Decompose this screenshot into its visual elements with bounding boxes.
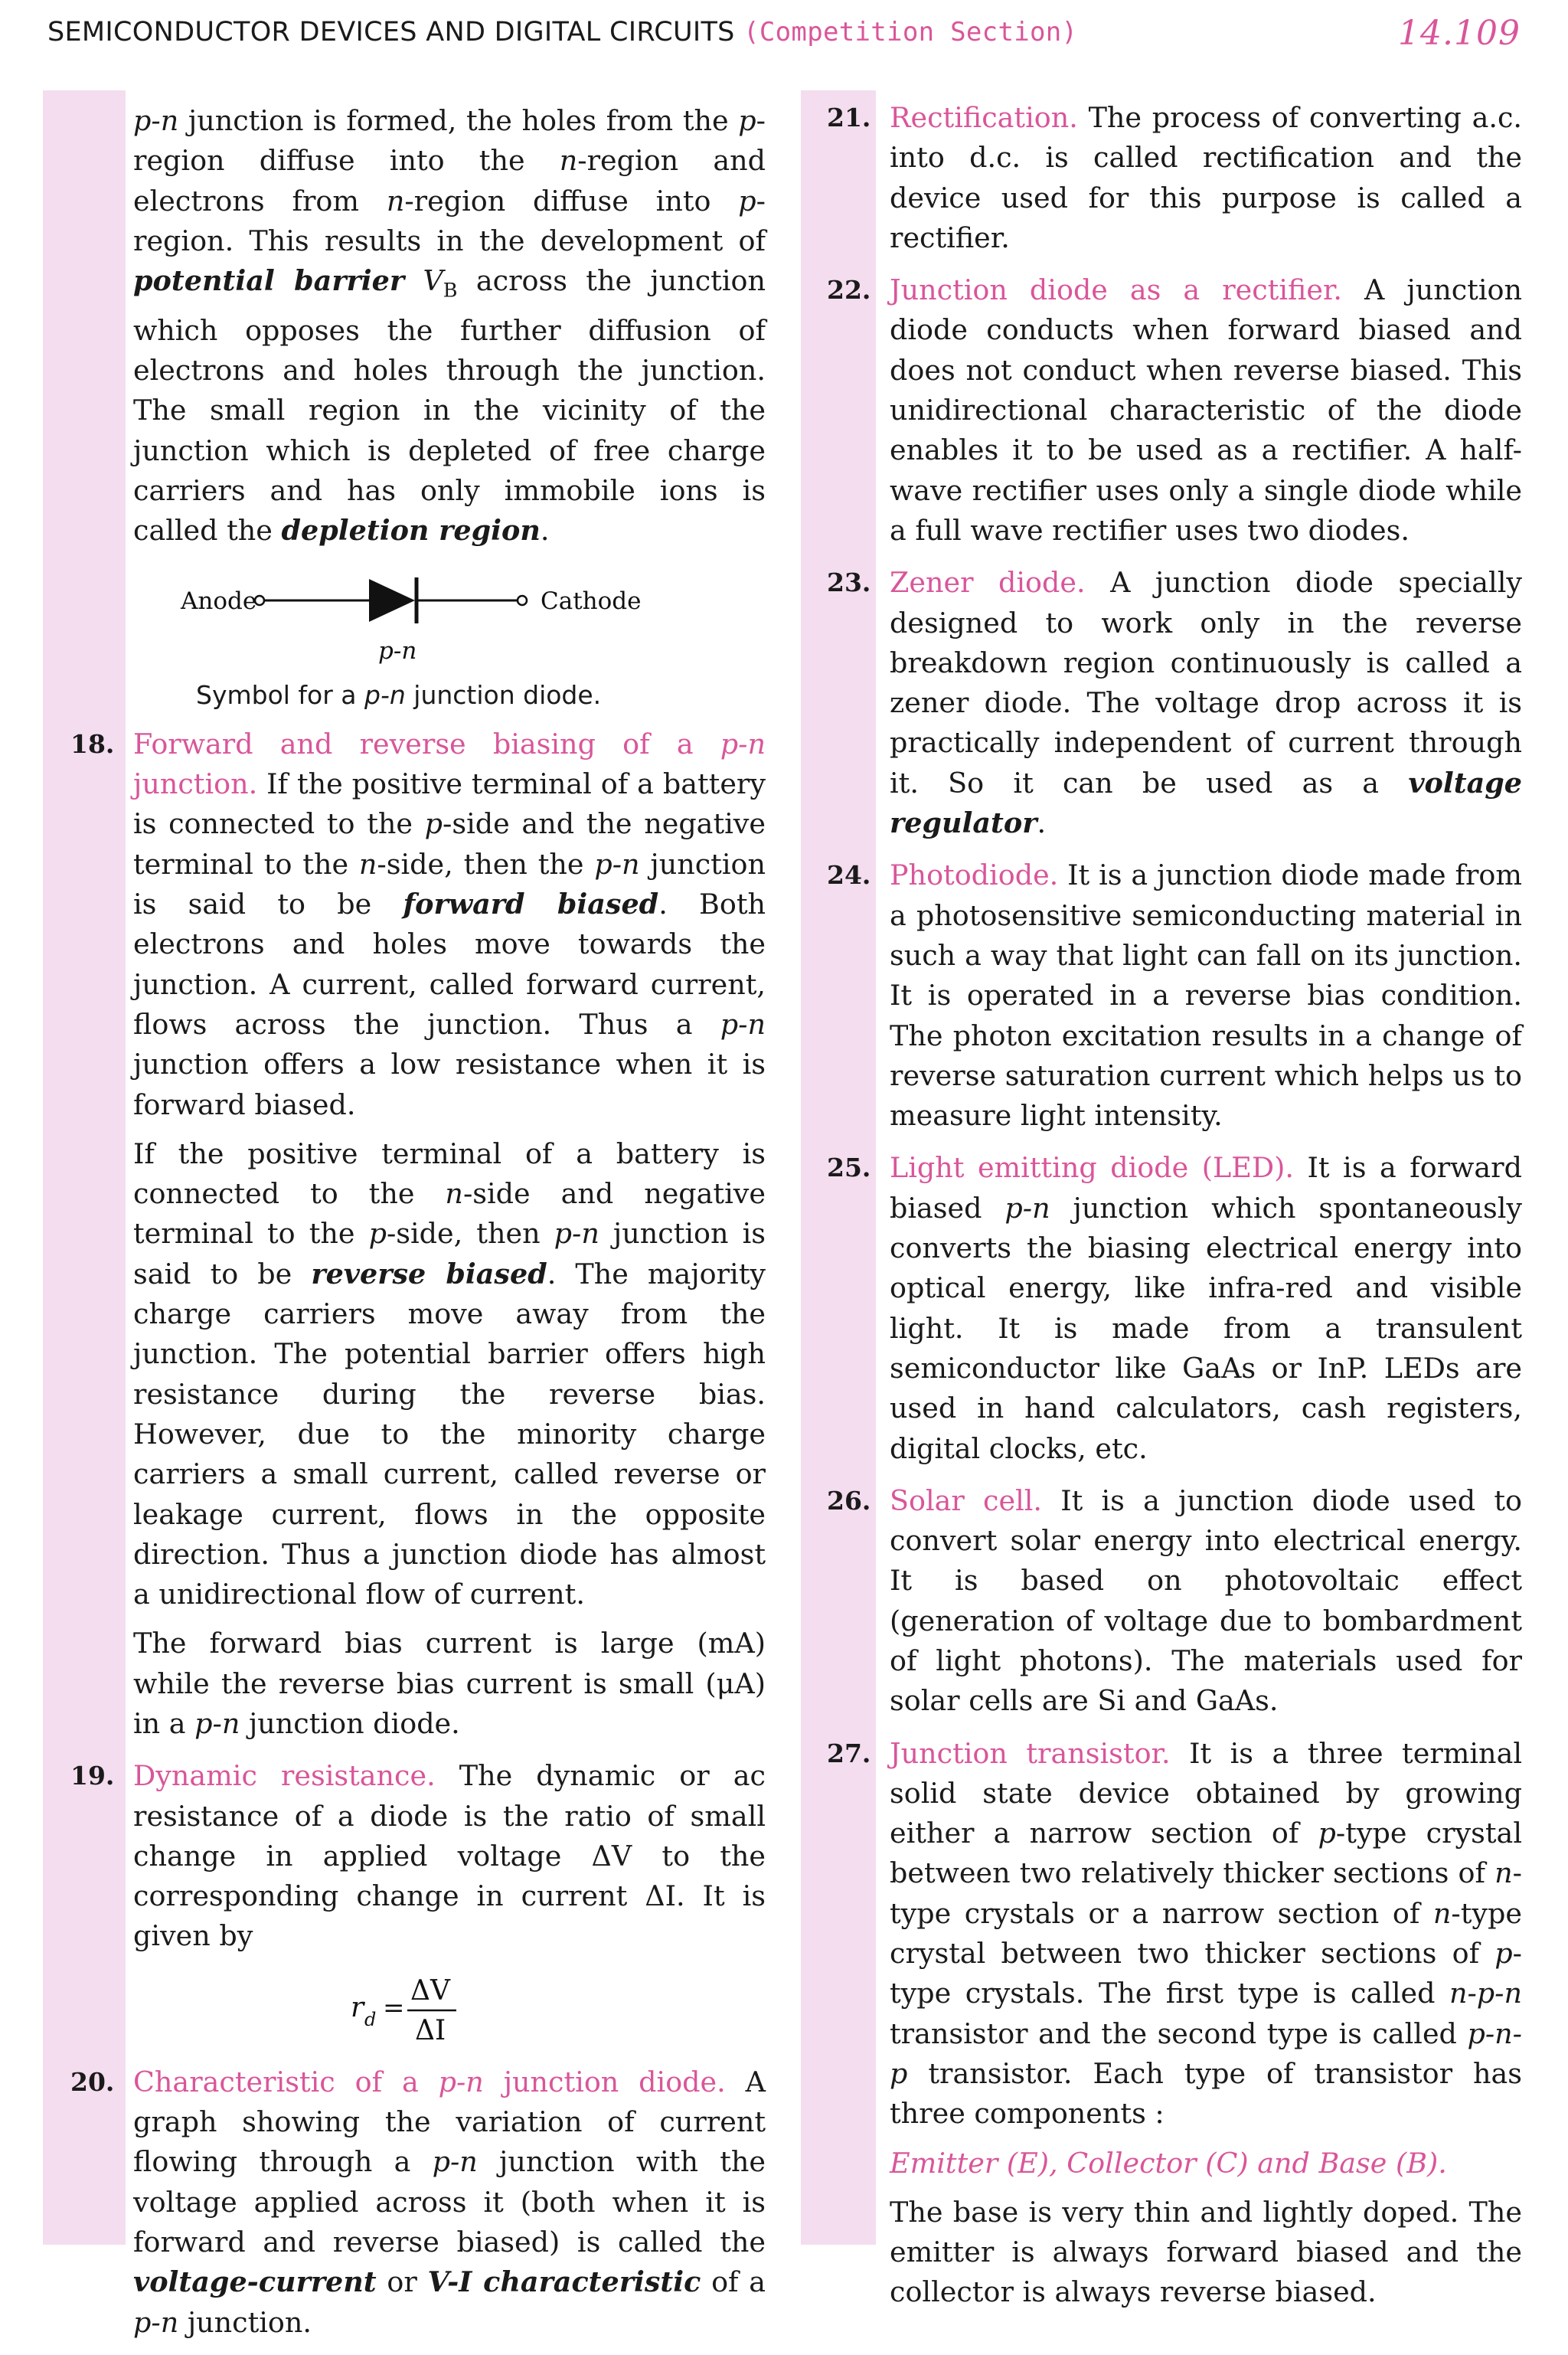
item-paragraph <box>890 270 1522 551</box>
text-run: p-n-p <box>890 2016 1522 2090</box>
list-item <box>827 563 1523 843</box>
item-paragraph <box>890 2144 1522 2183</box>
text-run: p-n <box>720 1007 766 1041</box>
text-run: n <box>559 144 578 178</box>
running-title-text: SEMICONDUCTOR DEVICES AND DIGITAL CIRCUITS <box>47 17 735 47</box>
list-item <box>827 1481 1522 1722</box>
text-run: -side, then <box>386 1217 554 1251</box>
text-run: junction which spontaneously converts the biasing electrical energy into optical energy, like infra-red and visible light. It is made from a transulent semiconductor like GaAs or InP. LEDs are used in hand calculators, cash registers, digital clocks, etc. <box>890 1191 1522 1465</box>
text-run: -region. This results in the development of <box>133 184 766 257</box>
text-run: . <box>540 514 550 548</box>
text-run: The process of converting a.c. into d.c. is called rectification and the device used for this purpose is called a rectifier. <box>890 101 1522 254</box>
text-run: p-n <box>594 847 640 881</box>
right-items <box>827 98 1523 2313</box>
text-run: Characteristic of a <box>133 2065 439 2098</box>
item-paragraph <box>890 563 1522 843</box>
text-run: . Both electrons and holes move towards the junction. A current, called forward current, flows across the junction. Thus a <box>133 888 766 1041</box>
item-paragraph <box>890 1481 1522 1722</box>
list-item <box>70 1756 766 2049</box>
left-margin-band <box>43 90 126 2245</box>
text-run: A junction diode conducts when forward biased and does not conduct when reverse biased. This unidirectional characteristic of the diode enables it to be used as a rectifier. A half-wave rectifier uses only a single diode while a full wave rectifier uses two diodes. <box>890 273 1522 547</box>
text-run: p-n <box>720 727 766 760</box>
item-number: 18. <box>70 728 115 759</box>
text-run: junction is said to be <box>133 847 766 921</box>
diode-symbol-figure <box>133 561 766 675</box>
text-run: transistor and the second type is called <box>890 2016 1468 2050</box>
item-paragraph <box>890 1734 1522 2134</box>
text-run: p-n <box>432 2145 478 2179</box>
running-title <box>47 17 1077 47</box>
text-run: It is a forward biased <box>890 1151 1522 1225</box>
page-number: 14.109 <box>1398 14 1521 53</box>
item-paragraph <box>133 1134 766 1615</box>
text-run: voltage regulator <box>890 766 1522 840</box>
text-run: Solar cell. <box>890 1483 1043 1517</box>
text-run: The dynamic or ac resistance of a diode is the ratio of small change in applied voltage ΔV to the corresponding change in current ΔI. It is given by <box>133 1759 766 1953</box>
text-run: Junction transistor. <box>890 1736 1171 1770</box>
text-run: n <box>1432 1896 1452 1930</box>
text-run: junction is formed, the holes from the <box>178 104 739 137</box>
text-run: junction. <box>178 2305 312 2339</box>
item-number: 23. <box>827 567 871 598</box>
text-run: A junction diode specially designed to work only in the reverse breakdown region continuously is called a zener diode. The voltage drop across it is practically independent of current through it. So it can be used as a <box>890 566 1523 800</box>
text-run: -type crystals. The first type is called <box>890 1937 1522 2010</box>
text-run: It is a three terminal solid state device obtained by growing either a narrow section of <box>890 1736 1522 1850</box>
left-items <box>70 724 766 2343</box>
text-run: Zener diode. <box>890 566 1086 600</box>
text-run: The base is very thin and lightly doped. The emitter is always forward biased and the collector is always reverse biased. <box>890 2195 1522 2309</box>
text-run: -side, then the <box>377 847 595 881</box>
text-run: junction is said to be <box>133 1217 766 1290</box>
formula-lhs-subscript: d <box>364 2008 377 2030</box>
item-paragraph <box>133 724 766 1125</box>
text-run: n <box>1494 1856 1513 1890</box>
anode-label: Anode <box>181 587 257 615</box>
text-run: It is a junction diode made from a photosensitive semiconducting material in such a way that light can fall on its junction. It is operated in a reverse bias condition. The photon excitation results in a change of reverse saturation current which helps us to measure light intensity. <box>890 859 1522 1133</box>
formula-equals: = <box>383 1992 405 2023</box>
diode-pn-label: p-n <box>378 636 417 665</box>
text-run: -region diffuse into <box>404 184 739 218</box>
figure-caption <box>133 675 766 715</box>
diode-symbol <box>133 561 766 675</box>
list-item <box>827 98 1522 258</box>
list-item <box>70 724 766 1744</box>
text-run: n-p-n <box>1449 1977 1522 2010</box>
text-run: transistor. Each type of transistor has three components : <box>890 2056 1522 2131</box>
item-paragraph <box>133 1624 766 1744</box>
text-run: junction. <box>133 767 258 801</box>
text-run: -type crystal between two relatively thicker sections of <box>890 1817 1522 1890</box>
text-run: . <box>1037 806 1047 840</box>
item-number: 26. <box>827 1485 871 1516</box>
left-column <box>70 101 766 2355</box>
formula-numerator: ΔV <box>410 1974 450 2007</box>
text-run: If the positive terminal of a battery is connected to the <box>133 1137 766 1211</box>
text-run: across the junction which opposes the further diffusion of electrons and holes through the junction. The small region in the vicinity of the junction which is depleted of free charge carriers and has only immobile ions is called the <box>133 264 766 548</box>
text-run: B <box>443 279 458 303</box>
text-run: Rectification. <box>890 101 1078 134</box>
text-run <box>404 264 423 297</box>
text-run: V <box>423 264 443 298</box>
text-run: Photodiode. <box>890 859 1059 892</box>
text-run: p-n <box>133 2305 179 2339</box>
text-run: p-n <box>554 1217 599 1251</box>
text-run: -type crystals or a narrow section of <box>890 1856 1522 1930</box>
text-run: A graph showing the variation of current flowing through a <box>133 2065 766 2179</box>
text-run: p-n <box>194 1706 240 1740</box>
diode-triangle <box>369 579 415 622</box>
text-run: Forward and reverse biasing of a <box>133 727 720 760</box>
text-run: depletion region <box>281 514 541 548</box>
text-run: n <box>386 184 405 218</box>
diode-cathode-terminal <box>518 596 527 605</box>
text-run: -side and the negative terminal to the <box>133 807 766 881</box>
formula-lhs: r <box>351 1991 364 2023</box>
list-item <box>827 270 1522 551</box>
item-number: 22. <box>827 275 871 306</box>
text-run: junction offers a low resistance when it is forward biased. <box>133 1048 766 1121</box>
text-run: p <box>738 104 756 137</box>
item-paragraph <box>890 855 1522 1136</box>
text-run: Emitter (E), Collector (C) and Base (B). <box>890 2146 1447 2180</box>
text-run: potential barrier <box>133 264 405 298</box>
text-run: p-n <box>133 104 179 137</box>
text-run: -side and negative terminal to the <box>133 1177 766 1251</box>
text-run: p <box>738 184 756 218</box>
text-run: The forward bias current is large (mA) while the reverse bias current is small (μA) in a <box>133 1627 766 1740</box>
list-item <box>827 1148 1522 1468</box>
text-run: -region diffuse into the <box>133 104 766 178</box>
item-paragraph <box>133 1756 766 1956</box>
text-run: Symbol for a <box>196 679 364 710</box>
item-number: 21. <box>827 103 871 132</box>
item-paragraph <box>890 98 1522 258</box>
text-run: n <box>358 847 377 881</box>
text-run: p <box>1318 1817 1336 1850</box>
text-run: junction diode. <box>240 1706 460 1740</box>
text-run: junction with the voltage applied across it (both when it is forward and reverse biased) is called the <box>133 2145 766 2259</box>
list-item <box>827 1734 1522 2313</box>
item-number: 24. <box>827 860 871 891</box>
item-paragraph <box>890 2193 1522 2313</box>
text-run: p-n <box>438 2065 484 2098</box>
text-run: reverse biased <box>311 1257 547 1290</box>
text-run: p-n <box>364 679 406 710</box>
intro-paragraph <box>133 101 766 551</box>
running-title-section: (Competition Section) <box>743 17 1078 47</box>
item-number: 19. <box>70 1761 115 1791</box>
formula-denominator: ΔI <box>415 2014 446 2046</box>
text-run: . The majority charge carriers move away from the junction. The potential barrier offers high resistance during the reverse bias. However, due to the minority charge carriers a small current, called reverse or leakage current, flows in the opposite direction. Thus a junction diode has almost a unidirectional flow of current. <box>133 1257 766 1611</box>
text-run: -region and electrons from <box>133 144 766 218</box>
item-number: 20. <box>70 2066 115 2097</box>
text-run: Junction diode as a rectifier. <box>890 273 1343 307</box>
text-run: of a <box>701 2265 766 2299</box>
item-number: 27. <box>827 1738 871 1768</box>
text-run: n <box>445 1177 463 1211</box>
text-run: V-I characteristic <box>427 2265 701 2299</box>
text-run: voltage-current <box>133 2265 377 2299</box>
page-header <box>47 14 1521 63</box>
text-run: Dynamic resistance. <box>133 1759 436 1793</box>
formula-graphic <box>133 1966 766 2050</box>
list-item <box>827 855 1522 1136</box>
text-run: Light emitting diode (LED). <box>890 1151 1294 1185</box>
text-run: It is a junction diode used to convert solar energy into electrical energy. It is based on photovoltaic effect (generation of voltage due to bombardment of light photons). The materials used for solar cells are Si and GaAs. <box>890 1483 1522 1718</box>
text-run: p-n <box>1004 1191 1050 1225</box>
item-number: 25. <box>827 1153 871 1183</box>
dynamic-resistance-formula <box>133 1966 766 2050</box>
text-run: junction diode. <box>405 679 602 710</box>
text-run: p <box>368 1217 387 1251</box>
text-run: p <box>424 807 443 841</box>
text-run: p <box>1494 1937 1513 1971</box>
item-paragraph <box>890 1148 1522 1468</box>
text-run: -type crystal between two thicker sections of <box>890 1896 1522 1971</box>
list-item <box>70 2062 766 2343</box>
right-column <box>827 98 1523 2325</box>
item-paragraph <box>133 2062 766 2343</box>
text-run: junction diode. <box>483 2065 726 2098</box>
cathode-label: Cathode <box>541 587 642 615</box>
text-run: forward biased <box>403 888 659 921</box>
text-run: If the positive terminal of a battery is connected to the <box>133 767 766 841</box>
text-run: or <box>376 2265 428 2299</box>
